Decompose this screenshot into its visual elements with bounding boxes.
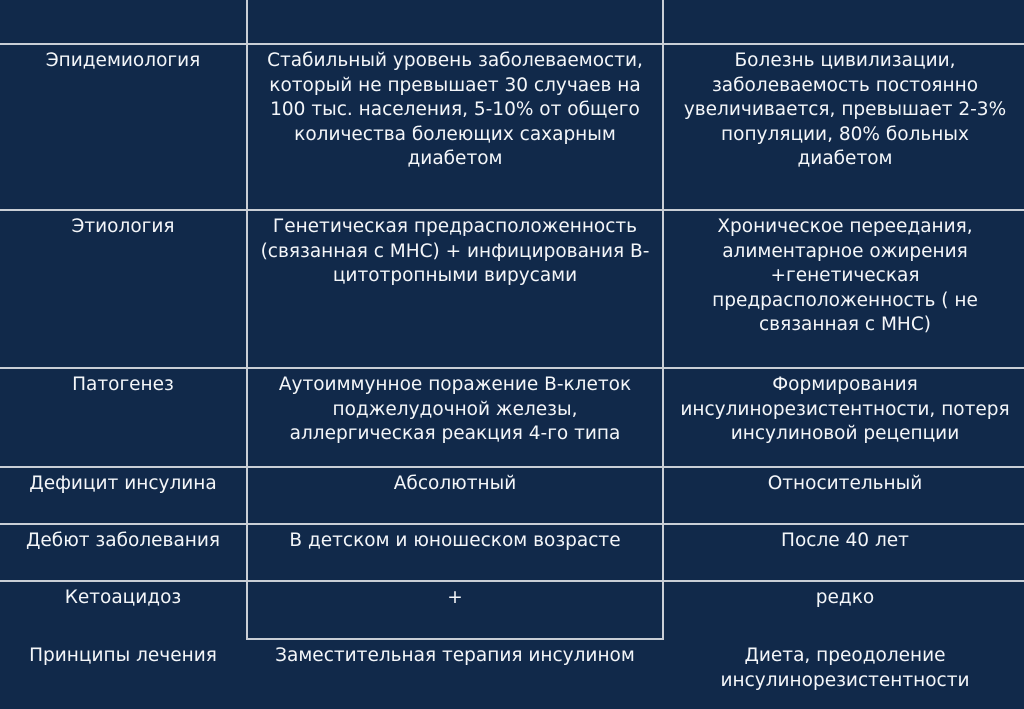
row-treatment-type2: Диета, преодоление инсулинорезистентности [720,645,970,691]
row-label-ketoacidosis: Кетоацидоз [64,587,182,608]
row-etiology-type1: Генетическая предрасположенность (связанная с МНС) + инфицирования В-цитотропными вирусами [260,216,650,286]
row-label-epidemiology: Эпидемиология [45,50,201,71]
row-pathogenesis-type2: Формирования инсулинорезистентности, потеря инсулиновой рецепции [680,374,1010,444]
row-insulin-deficit-type2: Относительный [767,473,923,494]
row-pathogenesis-type1: Аутоиммунное поражение В-клеток поджелудочной железы, аллергическая реакция 4-го типа [278,374,632,444]
row-onset-type2: После 40 лет [781,530,909,551]
row-onset-type1: В детском и юношеском возрасте [289,530,621,551]
row-label-treatment: Принципы лечения [29,645,217,666]
grid-line-header [0,43,664,45]
grid-line-row5 [0,580,1024,582]
grid-line-row1 [0,209,1024,211]
row-insulin-deficit-type1: Абсолютный [393,473,517,494]
grid-line-row3 [0,466,1024,468]
grid-line-row2 [0,367,1024,369]
row-epidemiology-type2: Болезнь цивилизации, заболеваемость постоянно увеличивается, превышает 2-3% популяции, 80% больных диабетом [683,50,1007,169]
grid-line-col2-upper [662,0,664,640]
grid-line-col1 [246,0,248,640]
row-label-pathogenesis: Патогенез [72,374,174,395]
row-ketoacidosis-type1: + [447,587,463,608]
row-epidemiology-type1: Стабильный уровень заболеваемости, который не превышает 30 случаев на 100 тыс. населения, 5-10% от общего количества болеющих сахарным диабетом [267,50,643,169]
grid-line-row4 [0,523,1024,525]
row-label-etiology: Этиология [71,216,175,237]
grid-line-row6 [246,638,664,640]
row-label-insulin-deficit: Дефицит инсулина [29,473,217,494]
row-label-onset: Дебют заболевания [25,530,221,551]
row-etiology-type2: Хроническое переедания, алиментарное ожирения +генетическая предрасположенность ( не связанная с МНС) [712,216,978,335]
grid-line-header-right [662,43,1024,45]
row-treatment-type1: Заместительная терапия инсулином [275,645,635,666]
row-ketoacidosis-type2: редко [815,587,875,608]
